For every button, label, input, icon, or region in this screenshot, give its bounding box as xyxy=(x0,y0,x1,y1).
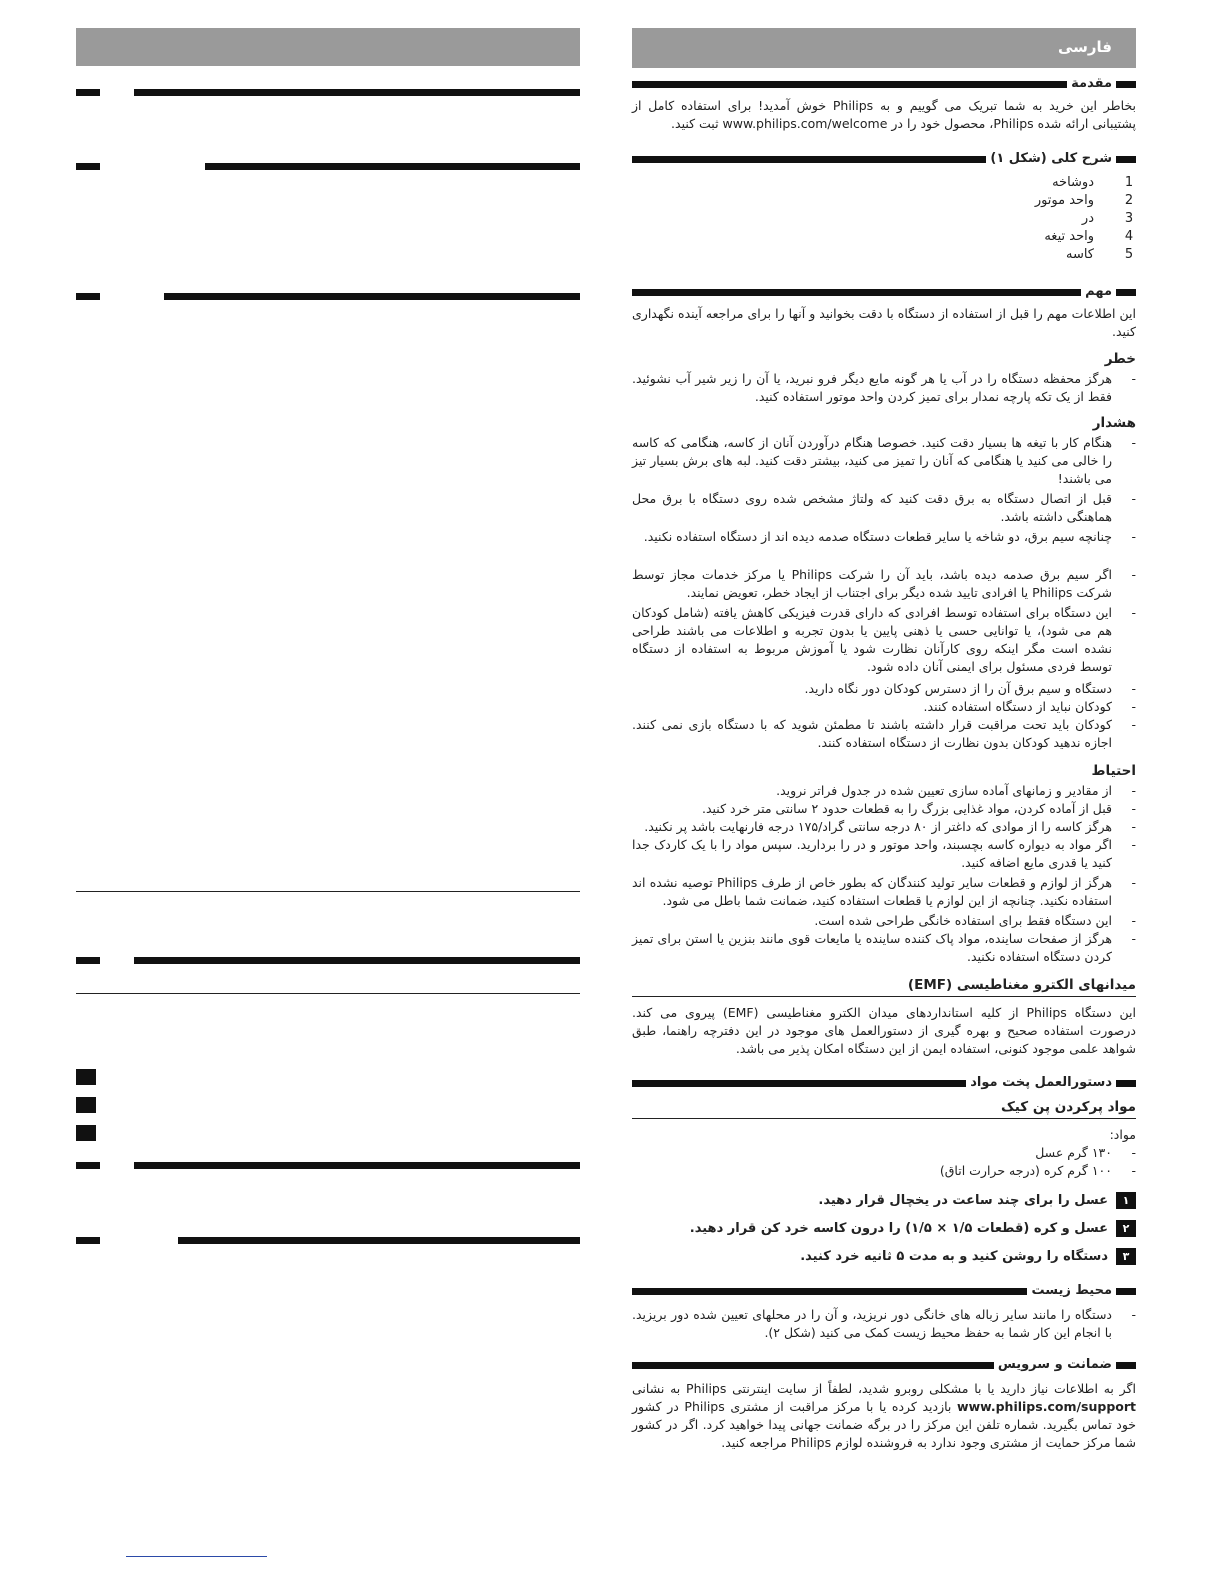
danger-title: خطر xyxy=(1104,351,1136,367)
left-section-tab xyxy=(76,1162,100,1169)
emf-title: میدانهای الکترو مغناطیسی (EMF) xyxy=(907,977,1136,993)
warning-item: - هنگام کار با تیغه ها بسیار دقت کنید. خصوصا هنگام درآوردن آنان از کاسه، هنگامی که کاسه را خالی می کنید یا هنگامی که آنان را تمیز می کنید، بیشتر دقت کنید. لبه های برش بسیار تیز می باشند! xyxy=(632,435,1136,486)
section-heading-guarantee: ضمانت و سرویس xyxy=(632,1356,1136,1374)
emf-rule xyxy=(632,996,1136,997)
left-section-tab xyxy=(76,293,100,300)
caution-item: - از مقادیر و زمانهای آماده سازی تعیین شده در جدول فراتر نروید. xyxy=(776,783,1136,798)
left-step-marker xyxy=(76,1069,96,1085)
caution-item: - اگر مواد به دیواره کاسه بچسبند، واحد موتور و در را بردارید. سپس مواد را با یک کاردک جدا کنید یا قدری مایع اضافه کنید. xyxy=(632,837,1136,870)
warning-item: - قبل از اتصال دستگاه به برق دقت کنید که ولتاژ مشخص شده روی دستگاه با برق محل هماهنگی داشته باشد. xyxy=(632,491,1136,524)
section-heading-recipe: دستورالعمل پخت مواد xyxy=(632,1074,1136,1092)
caution-title: احتیاط xyxy=(1091,763,1136,779)
caution-item: - قبل از آماده کردن، مواد غذایی بزرگ را به قطعات حدود ۲ سانتی متر خرد کنید. xyxy=(702,801,1136,816)
caution-item: - هرگز کاسه را از موادی که داغتر از ۸۰ درجه سانتی گراد/۱۷۵ درجه فارنهایت باشد پر نکنید. xyxy=(644,819,1136,834)
warning-item: - این دستگاه برای استفاده توسط افرادی که دارای قدرت فیزیکی کاهش یافته (شامل کودکان هم می شود)، یا توانایی حسی یا ذهنی پایین یا بدون تجربه و اطلاعات می باشند طراحی نشده است مگر اینکه روی کارآنان نظارت شود یا آموزش مربوط به استفاده از دستگاه توسط فردی مسئول برای ایمنی آنان داده شود. xyxy=(632,605,1136,674)
recipe-rule xyxy=(632,1118,1136,1119)
guarantee-text: اگر به اطلاعات نیاز دارید یا با مشکلی روبرو شدید، لطفاً از سایت اینترنتی Philips به نشانی www.philips.com/support بازدید کرده یا با مرکز مراقبت از مشتری Philips در کشور خود تماس بگیرید. شماره تلفن این مرکز را در برگه ضمانت جهانی پیدا خواهید کرد. اگر در کشور شما مرکز حمایت از مشتری وجود ندارد به فروشنده لوازم Philips مراجعه کنید. xyxy=(632,1381,1136,1450)
left-rule xyxy=(76,993,580,994)
left-step-marker xyxy=(76,1125,96,1141)
ingredients-label: مواد: xyxy=(1109,1127,1136,1142)
left-section-bar xyxy=(134,957,580,964)
recipe-step: ۳ دستگاه را روشن کنید و به مدت ۵ ثانیه خرد کنید. xyxy=(632,1248,1136,1266)
ingredient-item: - ۱۳۰ گرم عسل xyxy=(1035,1145,1136,1160)
left-section-bar xyxy=(164,293,580,300)
left-column-header xyxy=(76,28,580,66)
language-header xyxy=(632,28,1136,68)
left-section-tab xyxy=(76,163,100,170)
section-heading-overview: شرح کلی (شکل ۱) xyxy=(632,150,1136,168)
caution-item: - هرگز از لوازم و قطعات سایر تولید کنندگان که بطور خاص از طرف Philips توصیه نشده اند استفاده نکنید. چنانچه از این لوازم یا قطعات استفاده کنید، ضمانت شما باطل می شود. xyxy=(632,875,1136,908)
caution-item: - هرگز از صفحات ساینده، مواد پاک کننده ساینده یا مایعات قوی مانند بنزین یا استن برای تمیز کردن دستگاه استفاده نکنید. xyxy=(632,931,1136,964)
warning-item: - کودکان باید تحت مراقبت قرار داشته باشند تا مطمئن شوید که با دستگاه بازی نمی کنند. اجازه ندهید کودکان بدون نظارت از دستگاه استفاده کنند. xyxy=(632,717,1136,750)
intro-text: بخاطر این خرید به شما تبریک می گوییم و به Philips خوش آمدید! برای استفاده کامل از پشتیبانی ارائه شده Philips، محصول خود را در www.philips.com/welcome ثبت کنید. xyxy=(632,98,1136,131)
left-section-tab xyxy=(76,957,100,964)
left-section-bar xyxy=(134,89,580,96)
important-intro: این اطلاعات مهم را قبل از استفاده از دستگاه با دقت بخوانید و آنها را برای مراجعه آینده نگهداری کنید. xyxy=(632,306,1136,339)
warning-item: - اگر سیم برق صدمه دیده باشد، باید آن را شرکت Philips یا مرکز خدمات مجاز توسط شرکت Philips یا افرادی تایید شده دیگر برای اجتناب از ایجاد خطر، تعویض نمایند. xyxy=(632,567,1136,600)
environment-item: - دستگاه را مانند سایر زباله های خانگی دور نریزید، و آن را در محلهای تعیین شده دور بریزید. با انجام این کار شما به حفظ محیط زیست کمک می کنید (شکل ۲). xyxy=(632,1307,1136,1340)
overview-item: 3 در xyxy=(1081,211,1134,226)
overview-item: 4 واحد تیغه xyxy=(1044,229,1134,244)
warning-item: - دستگاه و سیم برق آن را از دسترس کودکان دور نگاه دارید. xyxy=(804,681,1136,696)
support-link[interactable]: www.philips.com/support xyxy=(957,1399,1136,1414)
danger-item: - هرگز محفظه دستگاه را در آب یا هر گونه مایع دیگر فرو نبرید، یا آن را زیر شیر آب نشوئید. فقط از یک تکه پارچه نمدار برای تمیز کردن واحد موتور استفاده کنید. xyxy=(632,371,1136,404)
section-heading-intro: مقدمة xyxy=(632,75,1136,93)
warning-title: هشدار xyxy=(1092,415,1136,431)
recipe-step: ۱ عسل را برای چند ساعت در یخچال قرار دهید. xyxy=(632,1192,1136,1210)
warning-item: - کودکان نباید از دستگاه استفاده کنند. xyxy=(923,699,1136,714)
recipe-subtitle: مواد پرکردن پن کیک xyxy=(1000,1099,1136,1115)
emf-text: این دستگاه Philips از کلیه استانداردهای میدان الکترو مغناطیسی (EMF) پیروی می کند. درصورت استفاده صحیح و بهره گیری از دستورالعمل های موجود در این دفترچه راهنما، طبق شواهد علمی موجود کنونی، استفاده ایمن از این دستگاه امکان پذیر می باشد. xyxy=(632,1005,1136,1056)
ingredient-item: - ۱۰۰ گرم کره (درجه حرارت اتاق) xyxy=(939,1163,1136,1178)
left-section-tab xyxy=(76,1237,100,1244)
left-section-bar xyxy=(178,1237,580,1244)
footer-rule xyxy=(126,1556,267,1557)
recipe-step: ۲ عسل و کره (قطعات ۱/۵ × ۱/۵) را درون کاسه خرد کن قرار دهید. xyxy=(632,1220,1136,1238)
left-section-tab xyxy=(76,89,100,96)
warning-item: - چنانچه سیم برق، دو شاخه یا سایر قطعات دستگاه صدمه دیده اند از دستگاه استفاده نکنید. xyxy=(643,529,1136,544)
section-heading-environment: محیط زیست xyxy=(632,1282,1136,1300)
section-heading-important: مهم xyxy=(632,283,1136,301)
overview-item: 1 دوشاخه xyxy=(1052,175,1134,190)
left-section-bar xyxy=(205,163,580,170)
language-title: فارسی xyxy=(1057,38,1112,56)
left-rule xyxy=(76,891,580,892)
caution-item: - این دستگاه فقط برای استفاده خانگی طراحی شده است. xyxy=(814,913,1136,928)
left-step-marker xyxy=(76,1097,96,1113)
overview-item: 2 واحد موتور xyxy=(1034,193,1134,208)
overview-item: 5 کاسه xyxy=(1065,247,1134,262)
left-section-bar xyxy=(134,1162,580,1169)
